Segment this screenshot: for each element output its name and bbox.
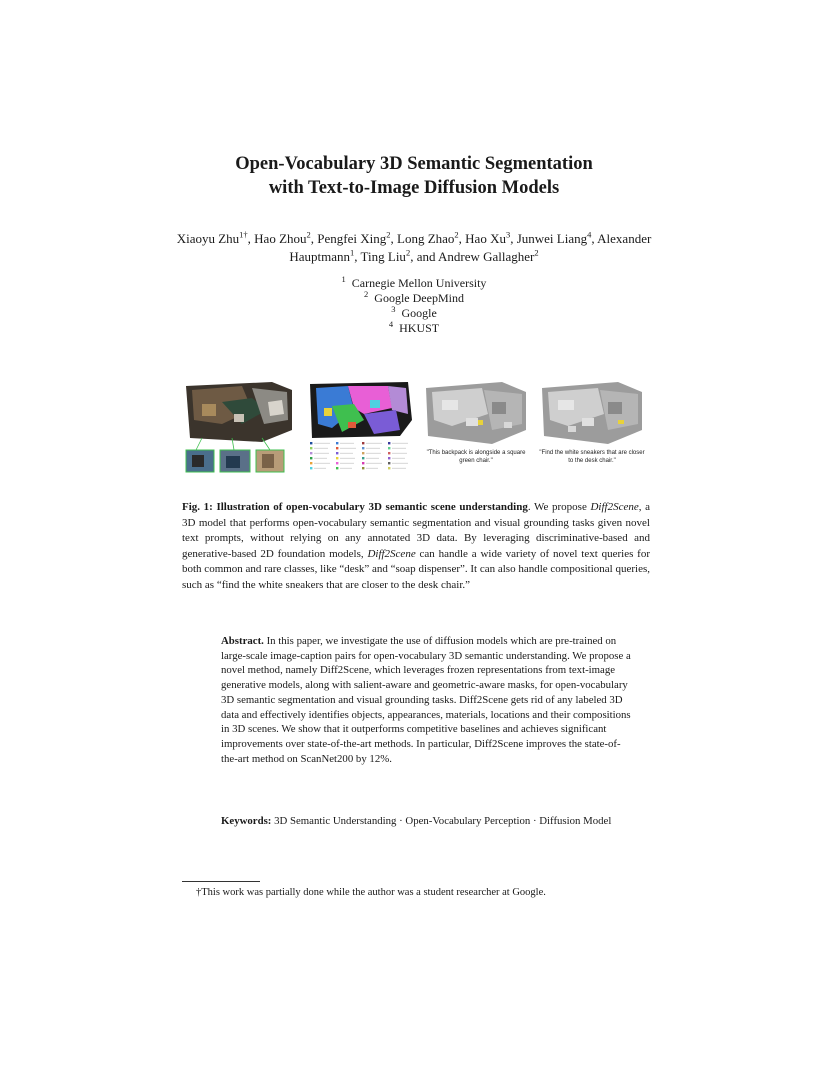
footnote-rule	[182, 881, 260, 882]
affiliation-list	[0, 276, 828, 336]
affiliation-name: HKUST	[399, 321, 440, 335]
grounding-scene-image-2	[538, 380, 646, 450]
title-line-1: Open-Vocabulary 3D Semantic Segmentation	[235, 154, 593, 174]
paper-title	[0, 152, 828, 200]
teaser-figure	[182, 380, 650, 476]
grounding-query-1: "This backpack is alongside a square green chair."	[426, 450, 526, 464]
keywords-text: 3D Semantic Understanding · Open-Vocabulary Perception · Diffusion Model	[271, 815, 612, 827]
author-separator: ,	[354, 249, 361, 264]
figure-caption	[182, 500, 650, 593]
grounding-scene-image-1	[422, 380, 530, 450]
author-name: Alexander Hauptmann	[289, 231, 652, 264]
author-name: Pengfei Xing	[317, 231, 387, 246]
abstract-label: Abstract.	[221, 635, 264, 647]
affiliation-mark: 4	[388, 319, 394, 329]
author	[397, 231, 465, 246]
author-list	[150, 230, 678, 266]
author-name: Hao Xu	[465, 231, 506, 246]
footnote: †This work was partially done while the author was a student researcher at Google.	[196, 887, 546, 898]
method-name: Diff2Scene	[590, 501, 639, 513]
author-affiliation-mark: 2	[405, 247, 411, 258]
affiliation-mark: 3	[391, 304, 396, 314]
author-name: Xiaoyu Zhu	[176, 231, 240, 246]
affiliation	[0, 291, 828, 306]
method-name: Diff2Scene	[367, 547, 416, 560]
abstract-text: In this paper, we investigate the use of diffusion models which are pre-trained on large-scale image-caption pairs for open-vocabulary 3D semantic understanding. We propose a novel method, namely Diff2Scene, which leverages frozen representations from text-image generative models, along with salient-aware and geometric-aware masks, for open-vocabulary 3D semantic segmentation and visual grounding tasks. Diff2Scene gets rid of any labeled 3D data and effectively identifies objects, appearances, materials, locations and their compositions in 3D scenes. We show that it outperforms competitive baselines and achieves significant improvements over state-of-the-art methods. In particular, Diff2Scene improves the state-of-the-art method on ScanNet200 by 12%.	[221, 635, 631, 765]
caption-text-1: . We propose	[527, 501, 591, 513]
author-affiliation-mark: 2	[454, 229, 459, 240]
author-affiliation-mark: 2	[306, 229, 311, 240]
author	[361, 249, 438, 264]
affiliation-name: Google DeepMind	[374, 291, 464, 305]
affiliation-mark: 2	[364, 289, 369, 299]
grounding-query-2: "Find the white sneakers that are closer to the desk chair."	[539, 450, 645, 464]
author-separator: ,	[458, 231, 466, 246]
keywords-label: Keywords:	[221, 815, 272, 827]
affiliation	[0, 306, 828, 321]
author	[177, 231, 254, 246]
author-separator: , and	[410, 249, 438, 264]
affiliation-name: Carnegie Mellon University	[351, 276, 487, 290]
author	[465, 231, 517, 246]
author-name: Long Zhao	[397, 231, 455, 246]
abstract	[221, 634, 631, 766]
affiliation	[0, 321, 828, 336]
segmentation-map-image	[304, 380, 414, 476]
author-separator: ,	[591, 231, 598, 246]
author-separator: ,	[390, 231, 397, 246]
author-affiliation-mark: 2	[386, 229, 391, 240]
author-affiliation-mark: 1†	[239, 229, 248, 240]
author	[438, 249, 539, 264]
author-affiliation-mark: 3	[505, 229, 511, 240]
author-separator: ,	[310, 231, 318, 246]
author	[517, 231, 597, 246]
caption-text-2: , a 3D model that performs open-vocabulary semantic segmentation and visual grounding tasks given novel text prompts, without relying on any annotated 3D data. By leveraging discriminative-based and generative-based 2D foundation models,	[182, 501, 650, 560]
author-separator: ,	[510, 231, 517, 246]
author-separator: ,	[247, 231, 255, 246]
author-name: Junwei Liang	[516, 231, 588, 246]
author-name: Ting Liu	[360, 249, 406, 264]
author-affiliation-mark: 2	[534, 247, 539, 258]
author-affiliation-mark: 1	[350, 247, 355, 258]
author-affiliation-mark: 4	[587, 229, 592, 240]
caption-text-3: can handle a wide variety of novel text queries for both common and rare classes, like “desk” and “soap dispenser”. It can also handle compositional queries, such as “find the white sneakers that are closer to the desk chair.”	[182, 547, 651, 591]
affiliation-mark: 1	[341, 274, 346, 284]
affiliation-name: Google	[401, 306, 437, 320]
author-name: Andrew Gallagher	[438, 249, 535, 264]
keywords	[221, 814, 631, 829]
author-name: Hao Zhou	[254, 231, 307, 246]
caption-title: Illustration of open-vocabulary 3D semantic scene understanding	[216, 501, 528, 513]
title-line-2: with Text-to-Image Diffusion Models	[268, 178, 560, 198]
author	[254, 231, 317, 246]
affiliation	[0, 276, 828, 291]
author	[317, 231, 397, 246]
rgb-scene-image	[182, 380, 296, 476]
caption-label: Fig. 1:	[182, 501, 213, 513]
